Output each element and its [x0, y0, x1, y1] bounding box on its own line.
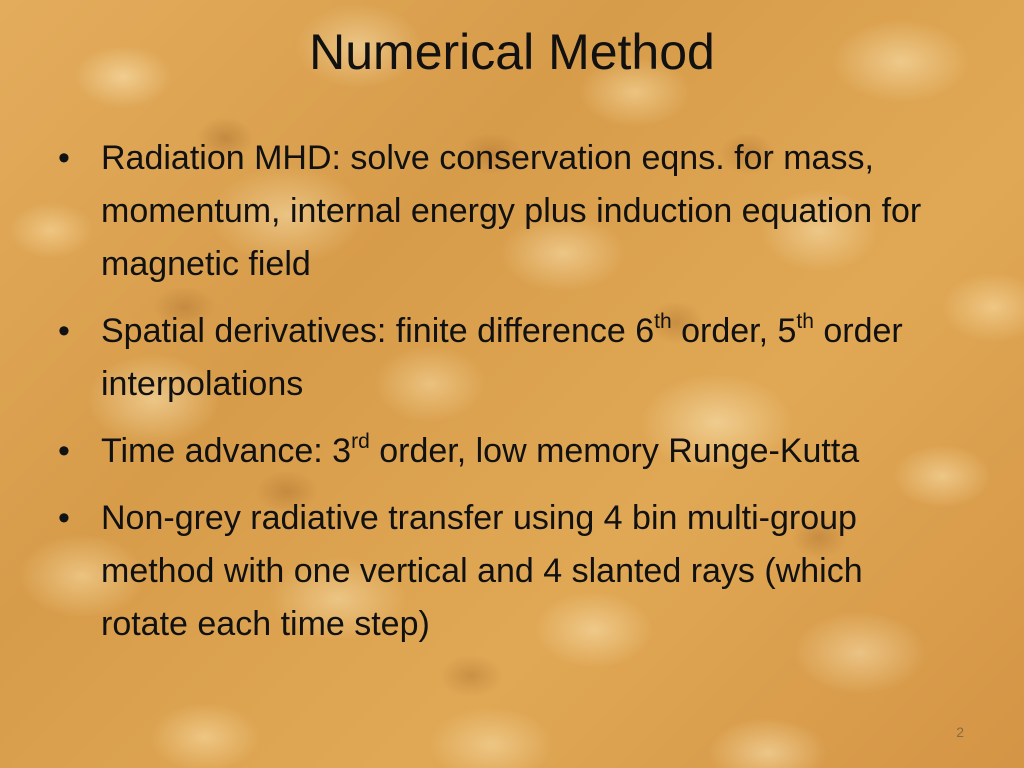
bullet-list	[58, 132, 958, 665]
bullet-icon: •	[58, 139, 70, 177]
bullet-text: Spatial derivatives: finite difference 6	[101, 312, 655, 350]
bullet-icon: •	[58, 499, 70, 537]
bullet-text: order, 5	[671, 312, 797, 350]
bullet-text: Time advance: 3	[101, 432, 352, 470]
slide-title: Numerical Method	[309, 24, 715, 80]
bullet-item-time-advance	[58, 425, 958, 478]
bullet-text: Radiation MHD: solve conservation eqns. for mass, momentum, internal energy plus induction equation for magnetic field	[101, 139, 922, 283]
bullet-text: order interpolations	[101, 312, 903, 403]
ordinal-suffix: th	[796, 309, 814, 333]
bullet-icon: •	[58, 312, 70, 350]
bullet-text: Non-grey radiative transfer using 4 bin multi-group method with one vertical and 4 slanted rays (which rotate each time step)	[101, 499, 863, 643]
bullet-item-radiative-transfer	[58, 492, 958, 651]
ordinal-suffix: rd	[351, 429, 370, 453]
bullet-item-radiation-mhd	[58, 132, 958, 291]
ordinal-suffix: th	[654, 309, 672, 333]
slide-number: 2	[956, 724, 964, 740]
bullet-text: order, low memory Runge-Kutta	[369, 432, 860, 470]
bullet-icon: •	[58, 432, 70, 470]
bullet-item-spatial-derivatives	[58, 305, 958, 411]
